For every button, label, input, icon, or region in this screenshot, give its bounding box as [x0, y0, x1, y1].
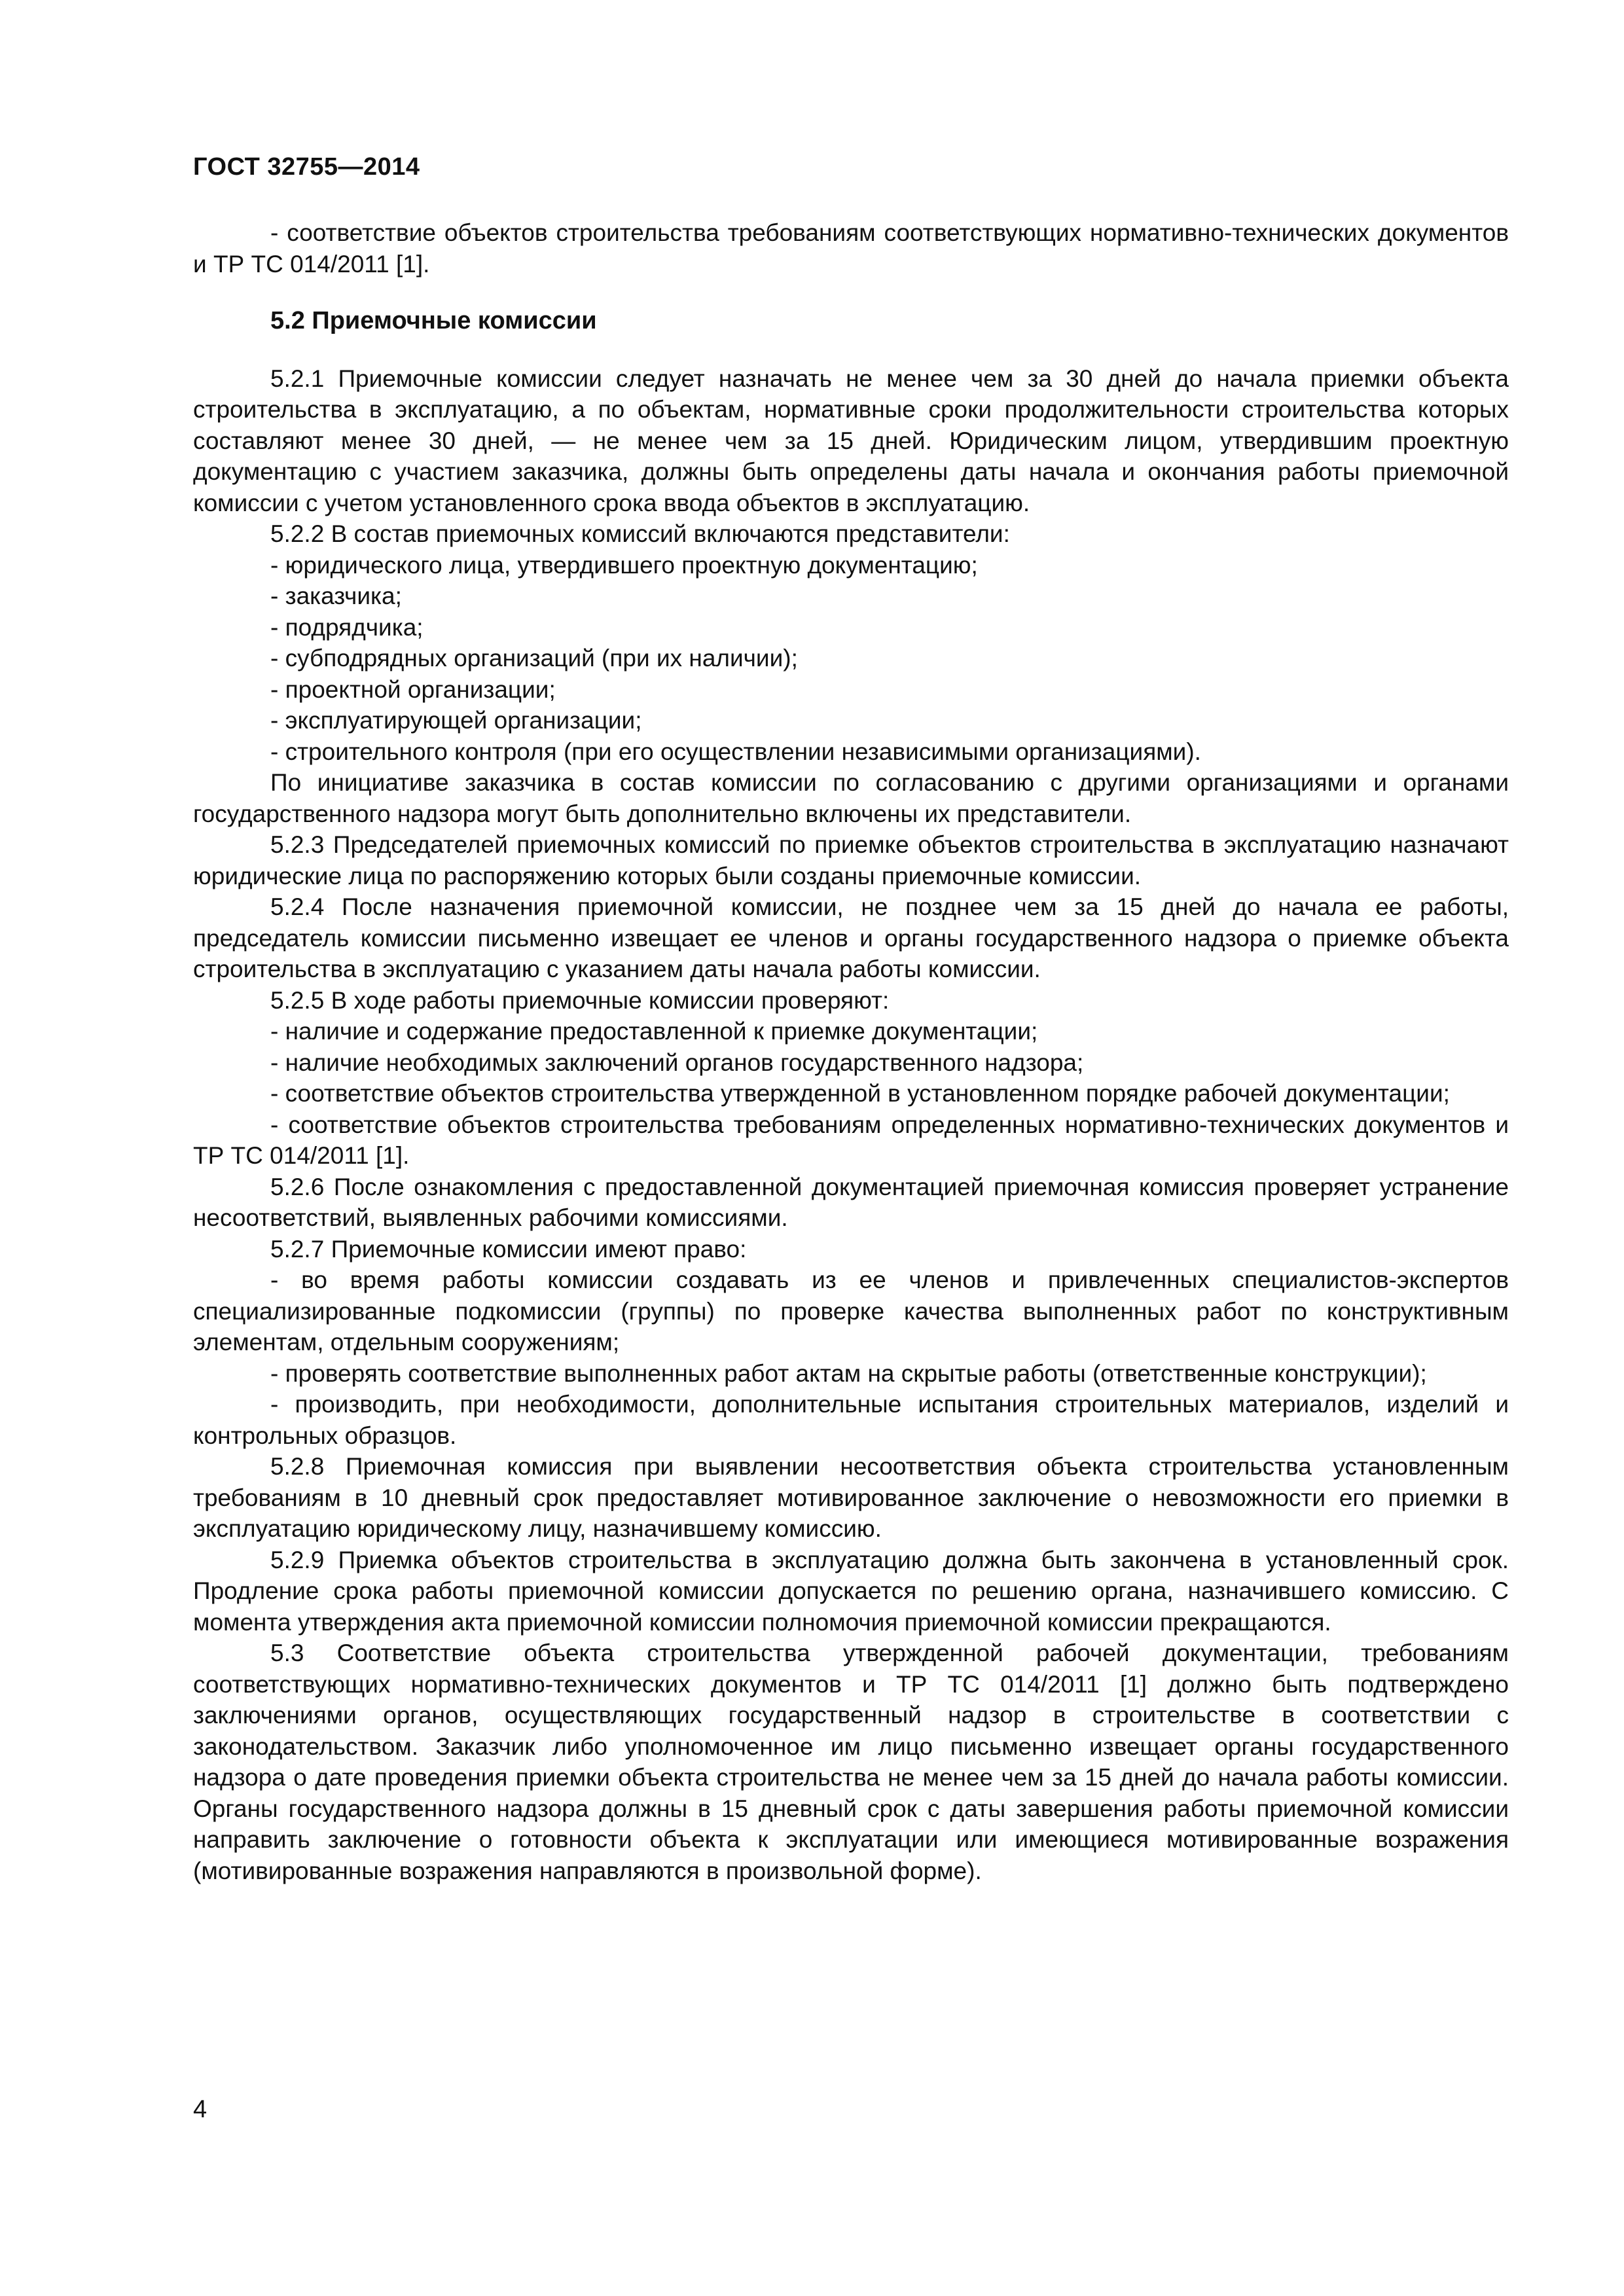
list-item: - во время работы комиссии создавать из ее членов и привлеченных специалистов-экспертов специализированные подкомиссии (группы) по проверке качества выполненных работ по конструктивным элементам, отдельным сооружениям; — [193, 1266, 1509, 1355]
paragraph: 5.2.4 После назначения приемочной комиссии, не позднее чем за 15 дней до начала ее работы, председатель комиссии письменно извещает ее членов и органы государственного надзора о приемке объекта строительства в эксплуатацию с указанием даты начала работы комиссии. — [193, 893, 1509, 982]
list-item: - наличие необходимых заключений органов государственного надзора; — [270, 1049, 1084, 1076]
list-item: - соответствие объектов строительства требованиям определенных нормативно-технических документов и ТР ТС 014/2011 [1]. — [193, 1111, 1509, 1169]
list-item: - эксплуатирующей организации; — [270, 707, 642, 734]
list-item: - субподрядных организаций (при их наличии); — [270, 645, 798, 672]
list-item: - проверять соответствие выполненных работ актам на скрытые работы (ответственные конструкции); — [270, 1359, 1427, 1387]
list-item: - проектной организации; — [270, 675, 556, 703]
paragraph: 5.2.3 Председателей приемочных комиссий по приемке объектов строительства в эксплуатацию назначают юридические лица по распоряжению которых были созданы приемочные комиссии. — [193, 831, 1509, 889]
list-item: - заказчика; — [270, 583, 402, 609]
paragraph: 5.2.5 В ходе работы приемочные комиссии проверяют: — [270, 986, 890, 1014]
list-item: - соответствие объектов строительства утвержденной в установленном порядке рабочей документации; — [270, 1080, 1450, 1107]
list-item: - производить, при необходимости, дополнительные испытания строительных материалов, изделий и контрольных образцов. — [193, 1391, 1509, 1449]
paragraph: 5.3 Соответствие объекта строительства утвержденной рабочей документации, требованиям соответствующих нормативно-технических документов и ТР ТС 014/2011 [1] должно быть подтверждено заключениями органов, осуществляющих государственный надзор в строительстве в соответствии с законодательством. Заказчик либо уполномоченное им лицо письменно извещает органы государственного надзора о дате проведения приемки объекта строительства не менее чем за 15 дней до начала работы комиссии. Органы государственного надзора должны в 15 дневный срок с даты завершения работы приемочной комиссии направить заключение о готовности объекта к эксплуатации или имеющиеся мотивированные возражения (мотивированные возражения направляются в произвольной форме). — [193, 1640, 1509, 1884]
paragraph: 5.2.7 Приемочные комиссии имеют право: — [270, 1235, 747, 1263]
document-body — [193, 217, 1509, 1886]
section-heading: 5.2 Приемочные комиссии — [270, 307, 597, 334]
paragraph: 5.2.1 Приемочные комиссии следует назначать не менее чем за 30 дней до начала приемки объекта строительства в эксплуатацию, а по объектам, нормативные сроки продолжительности строительства которых составляют менее 30 дней, — не менее чем за 15 дней. Юридическим лицом, утвердившим проектную документацию с участием заказчика, должны быть определены даты начала и окончания работы приемочной комиссии с учетом установленного срока ввода объектов в эксплуатацию. — [193, 365, 1509, 516]
list-item: - наличие и содержание предоставленной к приемке документации; — [270, 1018, 1038, 1045]
page-number: 4 — [193, 2096, 208, 2123]
standard-designation: ГОСТ 32755—2014 — [193, 153, 420, 181]
list-item: - строительного контроля (при его осуществлении независимыми организациями). — [270, 738, 1201, 765]
paragraph: 5.2.2 В состав приемочных комиссий включаются представители: — [270, 520, 1010, 547]
paragraph: По инициативе заказчика в состав комиссии по согласованию с другими организациями и органами государственного надзора могут быть дополнительно включены их представители. — [193, 769, 1509, 827]
paragraph: 5.2.9 Приемка объектов строительства в эксплуатацию должна быть закончена в установленный срок. Продление срока работы приемочной комиссии допускается по решению органа, назначившего комиссию. С момента утверждения акта приемочной комиссии полномочия приемочной комиссии прекращаются. — [193, 1546, 1509, 1636]
paragraph: - соответствие объектов строительства требованиям соответствующих нормативно-технических документов и ТР ТС 014/2011 [1]. — [193, 219, 1509, 278]
list-item: - подрядчика; — [270, 613, 424, 641]
list-item: - юридического лица, утвердившего проектную документацию; — [270, 551, 978, 579]
paragraph: 5.2.6 После ознакомления с предоставленной документацией приемочная комиссия проверяет устранение несоответствий, выявленных рабочими комиссиями. — [193, 1173, 1509, 1231]
paragraph: 5.2.8 Приемочная комиссия при выявлении несоответствия объекта строительства установленным требованиям в 10 дневный срок предоставляет мотивированное заключение о невозможности его приемки в эксплуатацию юридическому лицу, назначившему комиссию. — [193, 1453, 1509, 1542]
